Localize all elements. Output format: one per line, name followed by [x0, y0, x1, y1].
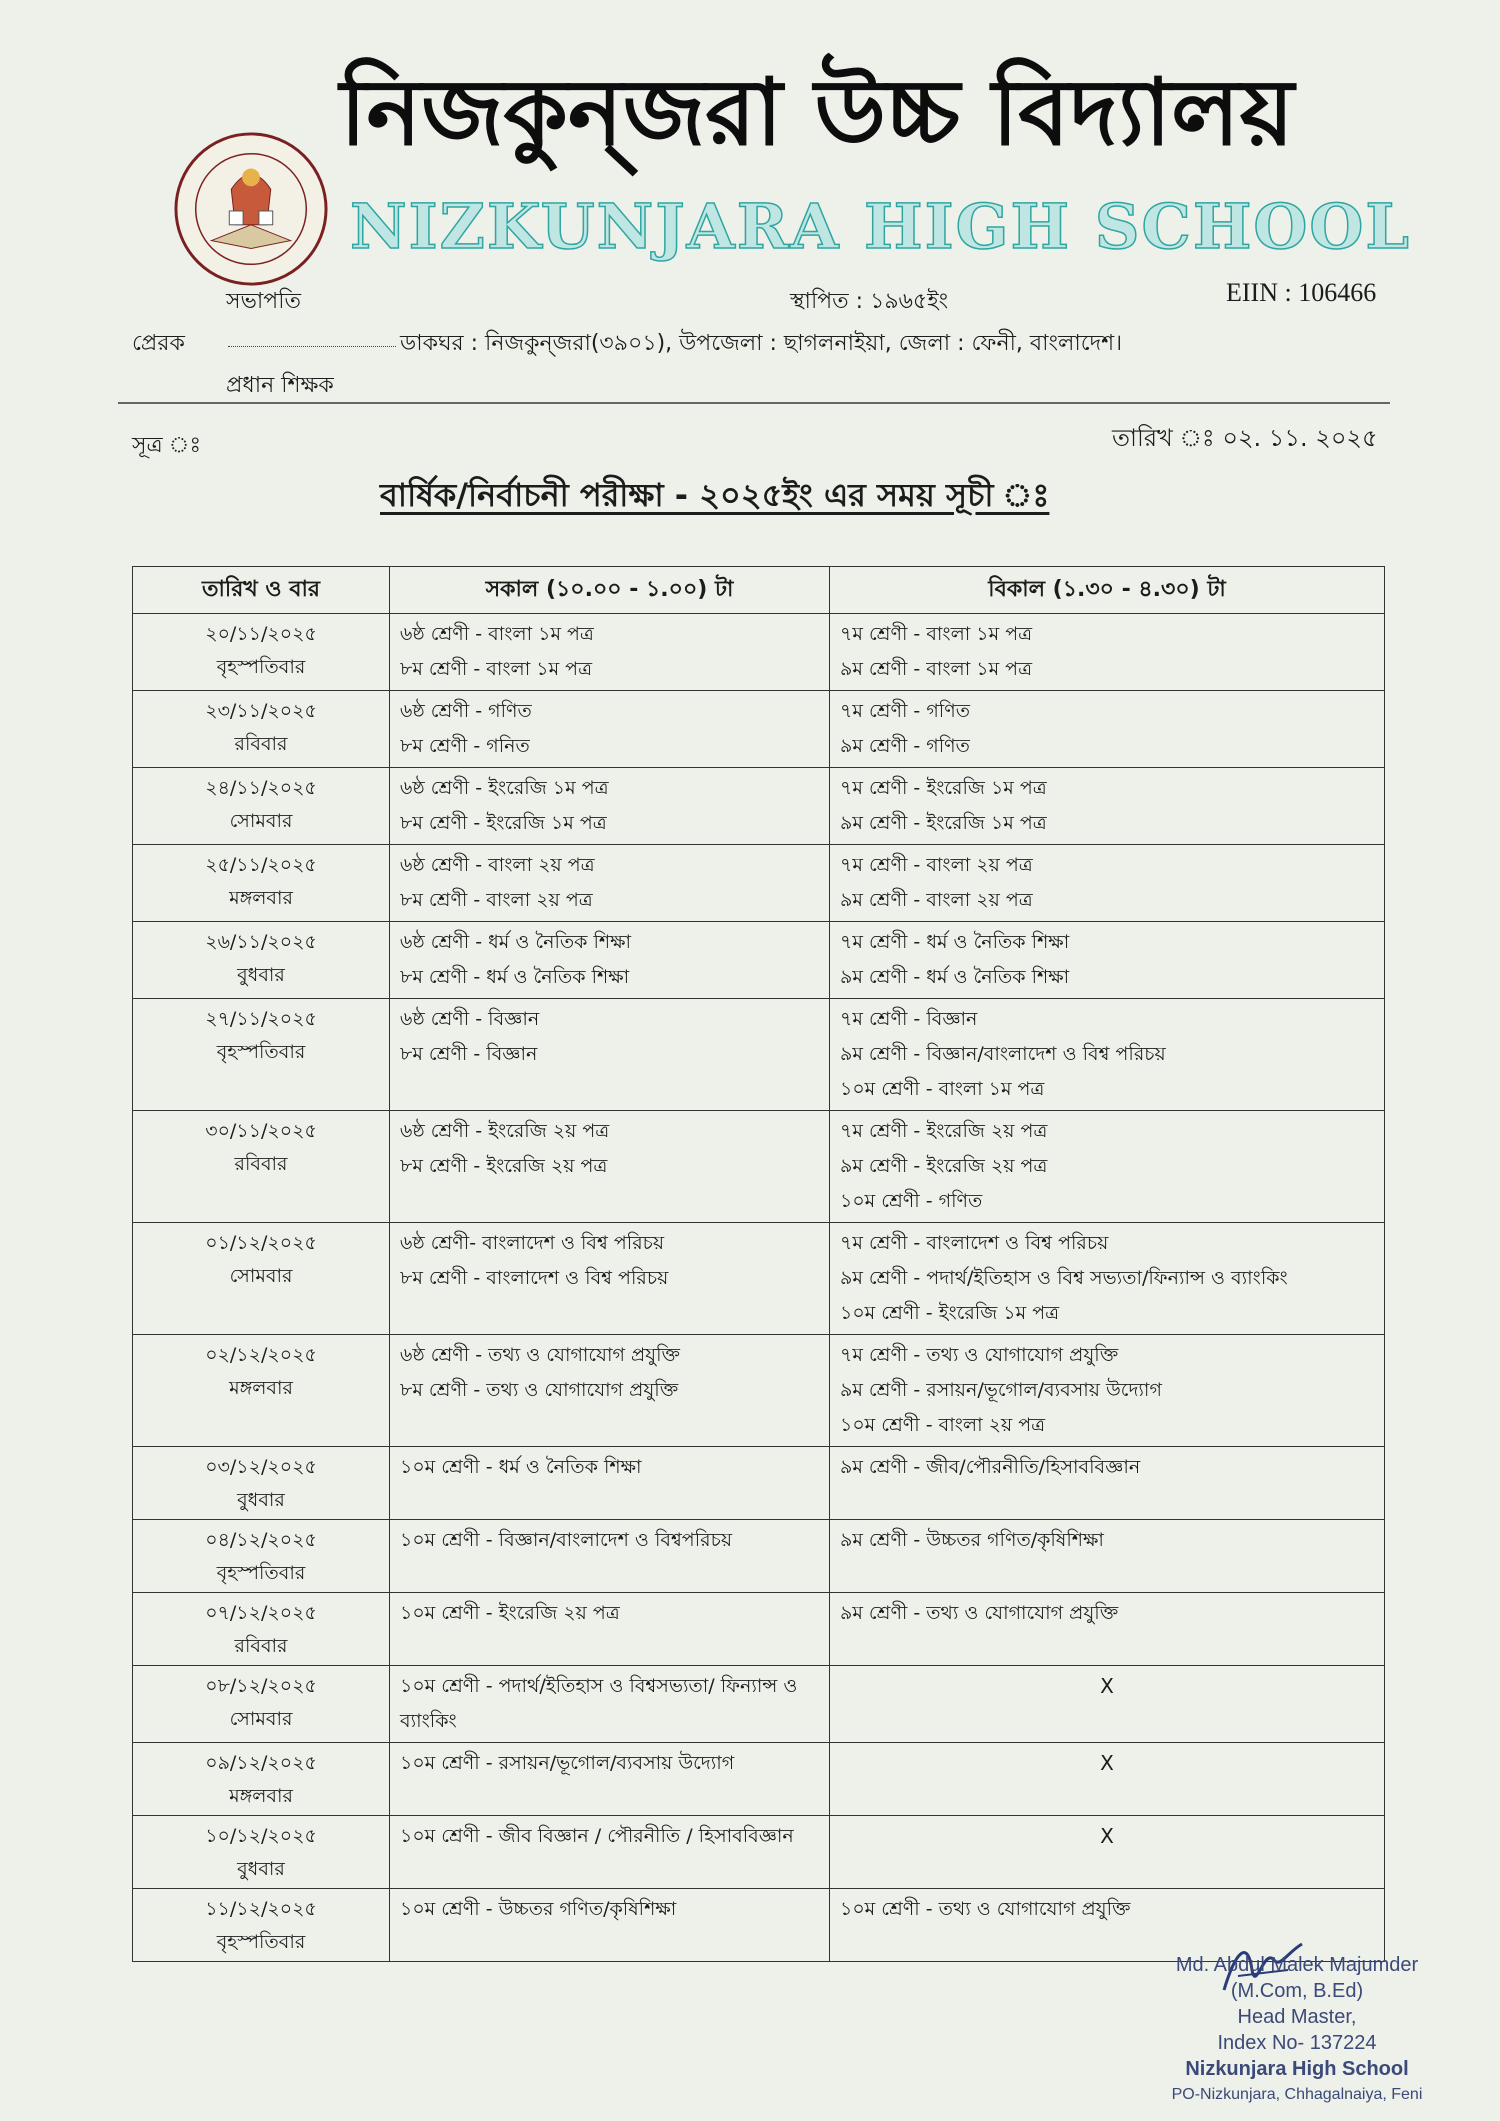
table-row — [133, 999, 1385, 1111]
cell-afternoon — [830, 614, 1385, 691]
cell-date — [133, 1520, 390, 1593]
afternoon-exam-entry: ৯ম শ্রেণী - গণিত — [840, 735, 970, 757]
headmaster-label: প্রধান শিক্ষক — [226, 373, 334, 398]
header-afternoon: বিকাল (১.৩০ - ৪.৩০) টা — [830, 567, 1385, 614]
cell-date — [133, 999, 390, 1111]
cell-afternoon — [830, 922, 1385, 999]
morning-exam-entry: ৬ষ্ঠ শ্রেণী - বিজ্ঞান — [400, 1008, 540, 1030]
cell-morning — [390, 1889, 830, 1962]
exam-weekday: রবিবার — [234, 1153, 288, 1175]
afternoon-exam-entry: ৭ম শ্রেণী - ইংরেজি ১ম পত্র — [840, 777, 1047, 799]
cell-afternoon — [830, 1666, 1385, 1743]
morning-exam-entry: ৮ম শ্রেণী - ইংরেজি ২য় পত্র — [400, 1155, 608, 1177]
exam-date: ২৩/১১/২০২৫ — [205, 700, 317, 722]
cell-morning — [390, 691, 830, 768]
cell-afternoon — [830, 1743, 1385, 1816]
table-row — [133, 1520, 1385, 1593]
exam-weekday: বৃহস্পতিবার — [216, 1041, 306, 1063]
cell-date — [133, 691, 390, 768]
exam-weekday: মঙ্গলবার — [229, 1377, 293, 1399]
cell-date — [133, 1447, 390, 1520]
table-row — [133, 1889, 1385, 1962]
reference-label: সূত্র ঃ — [132, 433, 202, 458]
table-row — [133, 1447, 1385, 1520]
table-row — [133, 614, 1385, 691]
exam-weekday: রবিবার — [234, 1635, 288, 1657]
afternoon-exam-entry: ৯ম শ্রেণী - রসায়ন/ভূগোল/ব্যবসায় উদ্যোগ — [840, 1379, 1162, 1401]
afternoon-exam-entry: ১০ম শ্রেণী - বাংলা ১ম পত্র — [840, 1078, 1045, 1100]
exam-date: ২৫/১১/২০২৫ — [205, 854, 317, 876]
table-row — [133, 1593, 1385, 1666]
afternoon-exam-entry: ৯ম শ্রেণী - উচ্চতর গণিত/কৃষিশিক্ষা — [840, 1529, 1104, 1551]
header-divider — [118, 402, 1390, 404]
morning-exam-entry: ৮ম শ্রেণী - ইংরেজি ১ম পত্র — [400, 812, 607, 834]
cell-date — [133, 1335, 390, 1447]
morning-exam-entry: ৮ম শ্রেণী - বিজ্ঞান — [400, 1043, 538, 1065]
school-seal-logo — [172, 130, 330, 288]
cell-morning — [390, 1593, 830, 1666]
morning-exam-entry: ৬ষ্ঠ শ্রেণী - বাংলা ২য় পত্র — [400, 854, 595, 876]
afternoon-exam-entry: ৯ম শ্রেণী - তথ্য ও যোগাযোগ প্রযুক্তি — [840, 1602, 1119, 1624]
signature-line — [228, 346, 396, 347]
cell-afternoon — [830, 1447, 1385, 1520]
cell-date — [133, 1593, 390, 1666]
exam-date: ১১/১২/২০২৫ — [205, 1898, 317, 1920]
table-row — [133, 1335, 1385, 1447]
table-header-row — [133, 567, 1385, 614]
exam-schedule-table — [132, 566, 1385, 1962]
morning-exam-entry: ৮ম শ্রেণী - বাংলা ১ম পত্র — [400, 658, 593, 680]
table-row — [133, 1743, 1385, 1816]
afternoon-exam-entry: ৭ম শ্রেণী - বাংলা ১ম পত্র — [840, 623, 1033, 645]
exam-weekday: বুধবার — [237, 964, 285, 986]
exam-weekday: সোমবার — [229, 1265, 293, 1287]
afternoon-exam-entry: ৯ম শ্রেণী - ইংরেজি ২য় পত্র — [840, 1155, 1048, 1177]
president-label: সভাপতি — [226, 289, 302, 314]
table-row — [133, 1223, 1385, 1335]
exam-weekday: বৃহস্পতিবার — [216, 1931, 306, 1953]
stamp-index-number: Index No- 137224 — [1217, 2032, 1377, 2054]
morning-exam-entry: ৮ম শ্রেণী - বাংলাদেশ ও বিশ্ব পরিচয় — [400, 1267, 669, 1289]
cell-morning — [390, 1666, 830, 1743]
cell-morning — [390, 1816, 830, 1889]
exam-date: ০৭/১২/২০২৫ — [205, 1602, 317, 1624]
morning-exam-entry: ৮ম শ্রেণী - তথ্য ও যোগাযোগ প্রযুক্তি — [400, 1379, 679, 1401]
morning-exam-entry: ১০ম শ্রেণী - বিজ্ঞান/বাংলাদেশ ও বিশ্বপরিচয় — [400, 1529, 733, 1551]
stamp-address: PO-Nizkunjara, Chhagalnaiya, Feni — [1171, 2086, 1423, 2103]
morning-exam-entry: ১০ম শ্রেণী - ধর্ম ও নৈতিক শিক্ষা — [400, 1456, 642, 1478]
afternoon-exam-entry: ৯ম শ্রেণী - বাংলা ২য় পত্র — [840, 889, 1033, 911]
table-row — [133, 768, 1385, 845]
exam-date: ০৪/১২/২০২৫ — [205, 1529, 317, 1551]
stamp-designation: Head Master, — [1237, 2006, 1357, 2028]
morning-exam-entry: ৬ষ্ঠ শ্রেণী- বাংলাদেশ ও বিশ্ব পরিচয় — [400, 1232, 665, 1254]
exam-weekday: বুধবার — [237, 1489, 285, 1511]
cell-date — [133, 1816, 390, 1889]
morning-exam-entry: ৮ম শ্রেণী - গনিত — [400, 735, 530, 757]
cell-afternoon — [830, 1520, 1385, 1593]
cell-morning — [390, 1335, 830, 1447]
cell-afternoon — [830, 691, 1385, 768]
morning-exam-entry: ১০ম শ্রেণী - ইংরেজি ২য় পত্র — [400, 1602, 620, 1624]
cell-morning — [390, 922, 830, 999]
table-row — [133, 1111, 1385, 1223]
morning-exam-entry: ৬ষ্ঠ শ্রেণী - তথ্য ও যোগাযোগ প্রযুক্তি — [400, 1344, 681, 1366]
school-name-english: NIZKUNJARA HIGH SCHOOL — [350, 190, 1412, 263]
afternoon-exam-entry: ৭ম শ্রেণী - ধর্ম ও নৈতিক শিক্ষা — [840, 931, 1070, 953]
cell-date — [133, 1111, 390, 1223]
table-row — [133, 922, 1385, 999]
morning-exam-entry: ৬ষ্ঠ শ্রেণী - গণিত — [400, 700, 532, 722]
afternoon-exam-entry: ৭ম শ্রেণী - ইংরেজি ২য় পত্র — [840, 1120, 1048, 1142]
morning-exam-entry: ৬ষ্ঠ শ্রেণী - বাংলা ১ম পত্র — [400, 623, 594, 645]
cell-afternoon — [830, 1816, 1385, 1889]
exam-date: ২৪/১১/২০২৫ — [205, 777, 317, 799]
afternoon-exam-entry: ৭ম শ্রেণী - গণিত — [840, 700, 970, 722]
cell-morning — [390, 1447, 830, 1520]
sender-label: প্রেরক — [132, 331, 185, 356]
morning-exam-entry: ৬ষ্ঠ শ্রেণী - ইংরেজি ১ম পত্র — [400, 777, 609, 799]
stamp-degree: (M.Com, B.Ed) — [1230, 1980, 1364, 2002]
exam-date: ০৮/১২/২০২৫ — [205, 1675, 317, 1697]
cell-morning — [390, 614, 830, 691]
header-date: তারিখ ও বার — [133, 567, 390, 614]
cell-date — [133, 1223, 390, 1335]
exam-weekday: রবিবার — [234, 733, 288, 755]
exam-weekday: সোমবার — [229, 1708, 293, 1730]
stamp-name: Md. Abdul Malek Majumder — [1175, 1954, 1419, 1976]
table-row — [133, 1816, 1385, 1889]
cell-morning — [390, 845, 830, 922]
address: ডাকঘর : নিজকুন্জরা(৩৯০১), উপজেলা : ছাগলনাইয়া, জেলা : ফেনী, বাংলাদেশ। — [400, 331, 1123, 356]
exam-weekday: বুধবার — [237, 1858, 285, 1880]
notice-date: তারিখ ঃ ০২. ১১. ২০২৫ — [1112, 424, 1378, 452]
afternoon-exam-entry: ৯ম শ্রেণী - বিজ্ঞান/বাংলাদেশ ও বিশ্ব পরিচয় — [840, 1043, 1166, 1065]
cell-date — [133, 1666, 390, 1743]
stamp-school-name: Nizkunjara High School — [1185, 2058, 1409, 2080]
cell-morning — [390, 1520, 830, 1593]
cell-morning — [390, 1111, 830, 1223]
routine-title: বার্ষিক/নির্বাচনী পরীক্ষা - ২০২৫ইং এর সময় সূচী ঃ — [380, 476, 1050, 514]
afternoon-exam-entry: ৯ম শ্রেণী - বাংলা ১ম পত্র — [840, 658, 1033, 680]
exam-weekday: বৃহস্পতিবার — [216, 656, 306, 678]
afternoon-exam-entry: ৯ম শ্রেণী - পদার্থ/ইতিহাস ও বিশ্ব সভ্যতা/ফিন্যান্স ও ব্যাংকিং — [840, 1267, 1288, 1289]
afternoon-exam-entry: ৯ম শ্রেণী - ধর্ম ও নৈতিক শিক্ষা — [840, 966, 1070, 988]
afternoon-exam-entry: X — [1100, 1674, 1114, 1698]
table-row — [133, 1666, 1385, 1743]
cell-afternoon — [830, 999, 1385, 1111]
afternoon-exam-entry: ১০ম শ্রেণী - বাংলা ২য় পত্র — [840, 1414, 1046, 1436]
exam-date: ০৩/১২/২০২৫ — [205, 1456, 317, 1478]
afternoon-exam-entry: X — [1100, 1751, 1114, 1775]
cell-date — [133, 614, 390, 691]
cell-date — [133, 922, 390, 999]
morning-exam-entry: ৮ম শ্রেণী - ধর্ম ও নৈতিক শিক্ষা — [400, 966, 630, 988]
cell-morning — [390, 1223, 830, 1335]
cell-afternoon — [830, 1335, 1385, 1447]
afternoon-exam-entry: ৭ম শ্রেণী - বাংলা ২য় পত্র — [840, 854, 1033, 876]
exam-date: ২০/১১/২০২৫ — [205, 623, 317, 645]
exam-weekday: সোমবার — [229, 810, 293, 832]
morning-exam-entry: ১০ম শ্রেণী - রসায়ন/ভূগোল/ব্যবসায় উদ্যোগ — [400, 1752, 735, 1774]
exam-weekday: মঙ্গলবার — [229, 887, 293, 909]
afternoon-exam-entry: ১০ম শ্রেণী - গণিত — [840, 1190, 983, 1212]
afternoon-exam-entry: ৯ম শ্রেণী - ইংরেজি ১ম পত্র — [840, 812, 1047, 834]
cell-morning — [390, 1743, 830, 1816]
morning-exam-entry: ৮ম শ্রেণী - বাংলা ২য় পত্র — [400, 889, 593, 911]
exam-date: ০৯/১২/২০২৫ — [205, 1752, 317, 1774]
school-name-bengali: নিজকুন্জরা উচ্চ বিদ্যালয় — [340, 59, 1294, 166]
morning-exam-entry: ১০ম শ্রেণী - জীব বিজ্ঞান / পৌরনীতি / হিসাববিজ্ঞান — [400, 1825, 794, 1847]
exam-weekday: মঙ্গলবার — [229, 1785, 293, 1807]
morning-exam-entry: ১০ম শ্রেণী - উচ্চতর গণিত/কৃষিশিক্ষা — [400, 1898, 677, 1920]
table-row — [133, 845, 1385, 922]
exam-date: ২৭/১১/২০২৫ — [205, 1008, 317, 1030]
cell-date — [133, 1743, 390, 1816]
morning-exam-entry: ৬ষ্ঠ শ্রেণী - ইংরেজি ২য় পত্র — [400, 1120, 610, 1142]
afternoon-exam-entry: ৭ম শ্রেণী - তথ্য ও যোগাযোগ প্রযুক্তি — [840, 1344, 1119, 1366]
established-year: স্থাপিত : ১৯৬৫ইং — [790, 289, 949, 314]
exam-date: ২৬/১১/২০২৫ — [205, 931, 317, 953]
cell-afternoon — [830, 1593, 1385, 1666]
cell-morning — [390, 768, 830, 845]
cell-date — [133, 768, 390, 845]
cell-afternoon — [830, 1111, 1385, 1223]
cell-afternoon — [830, 845, 1385, 922]
cell-date — [133, 845, 390, 922]
header-morning: সকাল (১০.০০ - ১.০০) টা — [390, 567, 830, 614]
cell-afternoon — [830, 768, 1385, 845]
eiin-number: EIIN : 106466 — [1226, 278, 1377, 307]
afternoon-exam-entry: ৭ম শ্রেণী - বাংলাদেশ ও বিশ্ব পরিচয় — [840, 1232, 1109, 1254]
cell-date — [133, 1889, 390, 1962]
afternoon-exam-entry: X — [1100, 1824, 1114, 1848]
exam-date: ৩০/১১/২০২৫ — [205, 1120, 317, 1142]
exam-date: ১০/১২/২০২৫ — [205, 1825, 317, 1847]
cell-afternoon — [830, 1223, 1385, 1335]
morning-exam-entry: ১০ম শ্রেণী - পদার্থ/ইতিহাস ও বিশ্বসভ্যতা/ ফিন্যান্স ও ব্যাংকিং — [400, 1675, 798, 1732]
exam-date: ০১/১২/২০২৫ — [205, 1232, 317, 1254]
afternoon-exam-entry: ১০ম শ্রেণী - তথ্য ও যোগাযোগ প্রযুক্তি — [840, 1898, 1131, 1920]
morning-exam-entry: ৬ষ্ঠ শ্রেণী - ধর্ম ও নৈতিক শিক্ষা — [400, 931, 632, 953]
exam-weekday: বৃহস্পতিবার — [216, 1562, 306, 1584]
table-row — [133, 691, 1385, 768]
cell-morning — [390, 999, 830, 1111]
afternoon-exam-entry: ৯ম শ্রেণী - জীব/পৌরনীতি/হিসাববিজ্ঞান — [840, 1456, 1141, 1478]
afternoon-exam-entry: ৭ম শ্রেণী - বিজ্ঞান — [840, 1008, 978, 1030]
exam-date: ০২/১২/২০২৫ — [205, 1344, 317, 1366]
headmaster-stamp — [1122, 1952, 1472, 2108]
afternoon-exam-entry: ১০ম শ্রেণী - ইংরেজি ১ম পত্র — [840, 1302, 1060, 1324]
